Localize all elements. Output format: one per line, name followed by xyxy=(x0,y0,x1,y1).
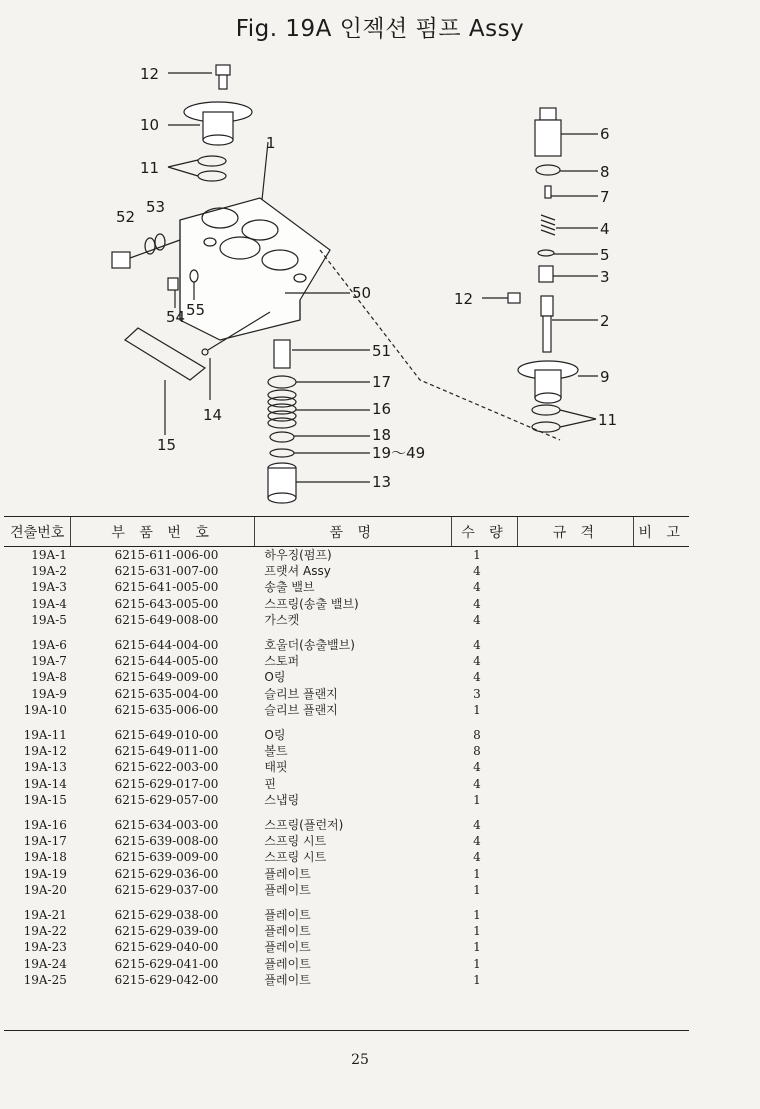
row-ref-no: 19A-25 xyxy=(23,972,67,987)
row-ref-no: 19A-12 xyxy=(23,744,67,759)
part-oring-8 xyxy=(536,165,560,175)
row-part-no: 6215-629-042-00 xyxy=(114,972,219,987)
table-row xyxy=(4,882,689,898)
row-qty: 1 xyxy=(473,940,481,955)
row-note xyxy=(634,882,689,898)
row-qty: 4 xyxy=(473,818,481,833)
part-seat-18 xyxy=(270,432,294,442)
row-part-name: 핀 xyxy=(264,776,276,791)
row-part-name: 플레이트 xyxy=(264,882,311,897)
row-spec xyxy=(518,547,634,564)
row-spec xyxy=(518,898,634,923)
table-row xyxy=(4,686,689,702)
part-plunger-2 xyxy=(541,296,598,352)
row-part-no: 6215-649-011-00 xyxy=(114,744,219,759)
callout-11: 11 xyxy=(140,159,160,177)
row-ref-no: 19A-11 xyxy=(23,728,67,743)
callout-3: 3 xyxy=(600,268,610,286)
row-note xyxy=(634,923,689,939)
row-qty: 1 xyxy=(473,924,481,939)
row-part-no: 6215-639-009-00 xyxy=(114,850,219,865)
row-part-name: 태핏 xyxy=(264,760,288,775)
callout-18: 18 xyxy=(372,426,392,444)
part-oring-11c xyxy=(532,405,560,415)
row-qty: 1 xyxy=(473,866,481,881)
callout-51: 51 xyxy=(372,342,392,360)
row-part-name: 플레이트 xyxy=(264,908,311,923)
table-row xyxy=(4,923,689,939)
row-qty: 4 xyxy=(473,638,481,653)
row-part-no: 6215-639-008-00 xyxy=(114,834,219,849)
row-spec xyxy=(518,718,634,743)
callout-19-49: 19～49 xyxy=(372,444,426,462)
row-part-name: 스프링(송출 밸브) xyxy=(264,596,359,611)
table-row xyxy=(4,866,689,882)
row-ref-no: 19A-6 xyxy=(31,638,67,653)
row-spec xyxy=(518,792,634,808)
row-note xyxy=(634,866,689,882)
row-part-no: 6215-629-038-00 xyxy=(114,908,219,923)
row-spec xyxy=(518,776,634,792)
row-spec xyxy=(518,972,634,988)
row-ref-no: 19A-7 xyxy=(31,654,67,669)
row-qty: 1 xyxy=(473,956,481,971)
row-part-no: 6215-629-040-00 xyxy=(114,940,219,955)
callout-12b: 12 xyxy=(454,290,474,308)
row-note xyxy=(634,563,689,579)
part-bolt-12 xyxy=(168,65,230,89)
row-spec xyxy=(518,596,634,612)
exploded-diagram xyxy=(0,50,760,510)
table-row xyxy=(4,776,689,792)
row-part-name: 슬리브 플랜지 xyxy=(264,702,338,717)
row-note xyxy=(634,628,689,653)
part-valve-3 xyxy=(539,266,553,282)
col-header-note: 비 고 xyxy=(634,517,689,547)
row-spec xyxy=(518,702,634,718)
row-ref-no: 19A-13 xyxy=(23,760,67,775)
page-title: Fig. 19A 인젝션 펌프 Assy xyxy=(235,16,525,42)
row-ref-no: 19A-15 xyxy=(23,792,67,807)
row-part-name: 플레이트 xyxy=(264,972,311,987)
row-spec xyxy=(518,923,634,939)
row-spec xyxy=(518,563,634,579)
row-note xyxy=(634,653,689,669)
callout-10: 10 xyxy=(140,116,160,134)
table-row xyxy=(4,939,689,955)
row-part-no: 6215-635-006-00 xyxy=(114,702,219,717)
row-qty: 1 xyxy=(473,908,481,923)
row-note xyxy=(634,612,689,628)
callout-6: 6 xyxy=(600,125,610,143)
row-note xyxy=(634,939,689,955)
table-body xyxy=(4,547,689,989)
part-plate-19 xyxy=(270,449,294,457)
row-note xyxy=(634,776,689,792)
part-flange-10 xyxy=(168,102,252,145)
row-note xyxy=(634,718,689,743)
row-ref-no: 19A-18 xyxy=(23,850,67,865)
callout-1: 1 xyxy=(266,134,276,152)
callout-4: 4 xyxy=(600,220,610,238)
row-part-name: 스프링(플런저) xyxy=(264,818,344,833)
callout-53: 53 xyxy=(146,198,166,216)
row-ref-no: 19A-19 xyxy=(23,866,67,881)
row-note xyxy=(634,686,689,702)
row-spec xyxy=(518,686,634,702)
table-row xyxy=(4,718,689,743)
row-spec xyxy=(518,653,634,669)
row-spec xyxy=(518,882,634,898)
row-spec xyxy=(518,759,634,775)
col-header-spec: 규 격 xyxy=(518,517,634,547)
row-spec xyxy=(518,808,634,833)
row-spec xyxy=(518,939,634,955)
part-oring-11b xyxy=(198,171,226,181)
callout-13: 13 xyxy=(372,473,392,491)
row-part-name: 호울더(송출밸브) xyxy=(264,638,355,653)
row-part-name: 프랫셔 Assy xyxy=(264,564,331,579)
part-bolt-12b xyxy=(508,293,520,303)
row-note xyxy=(634,596,689,612)
callout-2: 2 xyxy=(600,312,610,330)
table-row xyxy=(4,596,689,612)
part-oring-11d xyxy=(532,422,560,432)
row-spec xyxy=(518,579,634,595)
part-seat-17 xyxy=(268,376,296,388)
row-part-no: 6215-644-004-00 xyxy=(114,638,219,653)
row-spec xyxy=(518,849,634,865)
callout-17: 17 xyxy=(372,373,392,391)
row-part-name: 플레이트 xyxy=(264,866,311,881)
page-number: 25 xyxy=(351,1052,369,1068)
row-qty: 8 xyxy=(473,744,481,759)
part-plug-52 xyxy=(112,234,180,268)
table-row xyxy=(4,956,689,972)
row-part-name: 송출 밸브 xyxy=(264,580,315,595)
row-part-no: 6215-649-010-00 xyxy=(114,728,219,743)
callout-55: 55 xyxy=(186,301,206,319)
row-note xyxy=(634,972,689,988)
callout-12: 12 xyxy=(140,65,160,83)
table-row xyxy=(4,833,689,849)
row-part-no: 6215-622-003-00 xyxy=(114,760,219,775)
row-ref-no: 19A-4 xyxy=(31,596,67,611)
table-row xyxy=(4,628,689,653)
row-qty: 4 xyxy=(473,850,481,865)
callout-50: 50 xyxy=(352,284,372,302)
row-spec xyxy=(518,612,634,628)
row-note xyxy=(634,669,689,685)
row-note xyxy=(634,956,689,972)
row-part-no: 6215-629-037-00 xyxy=(114,882,219,897)
row-ref-no: 19A-14 xyxy=(23,776,67,791)
row-spec xyxy=(518,669,634,685)
row-spec xyxy=(518,956,634,972)
row-qty: 1 xyxy=(473,702,481,717)
part-spring-4 xyxy=(541,215,555,235)
row-part-name: 스냅링 xyxy=(264,792,300,807)
row-qty: 1 xyxy=(473,792,481,807)
callout-52: 52 xyxy=(116,208,136,226)
row-part-name: O링 xyxy=(264,728,286,743)
row-part-name: 하우징(펌프) xyxy=(264,548,332,562)
row-qty: 4 xyxy=(473,654,481,669)
row-part-no: 6215-649-008-00 xyxy=(114,612,219,627)
table-row xyxy=(4,898,689,923)
row-note xyxy=(634,759,689,775)
row-part-no: 6215-644-005-00 xyxy=(114,654,219,669)
row-ref-no: 19A-3 xyxy=(31,580,67,595)
row-qty: 4 xyxy=(473,776,481,791)
row-part-name: 플레이트 xyxy=(264,956,311,971)
row-ref-no: 19A-21 xyxy=(23,908,67,923)
row-ref-no: 19A-2 xyxy=(31,564,67,579)
part-pin-14 xyxy=(202,349,208,355)
row-note xyxy=(634,579,689,595)
row-ref-no: 19A-23 xyxy=(23,940,67,955)
col-header-qty: 수 량 xyxy=(451,517,518,547)
row-part-name: 플레이트 xyxy=(264,924,311,939)
row-part-name: 플레이트 xyxy=(264,940,311,955)
table-row xyxy=(4,653,689,669)
table-row xyxy=(4,759,689,775)
row-part-no: 6215-634-003-00 xyxy=(114,818,219,833)
callout-7: 7 xyxy=(600,188,610,206)
row-ref-no: 19A-24 xyxy=(23,956,67,971)
row-part-no: 6215-629-017-00 xyxy=(114,776,219,791)
table-row xyxy=(4,669,689,685)
col-header-ref: 견출번호 xyxy=(4,517,71,547)
table-row xyxy=(4,792,689,808)
callout-16: 16 xyxy=(372,400,392,418)
row-note xyxy=(634,702,689,718)
row-qty: 4 xyxy=(473,596,481,611)
row-part-name: O링 xyxy=(264,670,286,685)
row-part-no: 6215-631-007-00 xyxy=(114,564,219,579)
row-qty: 4 xyxy=(473,670,481,685)
row-ref-no: 19A-5 xyxy=(31,612,67,627)
callout-14: 14 xyxy=(203,406,223,424)
part-stopper-7 xyxy=(545,186,551,198)
row-part-name: 가스켓 xyxy=(264,612,300,627)
table-row xyxy=(4,563,689,579)
callout-15: 15 xyxy=(157,436,177,454)
part-54 xyxy=(168,278,178,290)
row-part-no: 6215-635-004-00 xyxy=(114,686,219,701)
table-row xyxy=(4,702,689,718)
col-header-name: 품 명 xyxy=(254,517,451,547)
row-spec xyxy=(518,628,634,653)
row-part-name: 스프링 시트 xyxy=(264,834,327,849)
table-header xyxy=(4,517,689,547)
row-part-no: 6215-643-005-00 xyxy=(114,596,219,611)
callout-11b: 11 xyxy=(598,411,618,429)
row-part-no: 6215-629-039-00 xyxy=(114,924,219,939)
row-part-no: 6215-611-006-00 xyxy=(114,548,219,562)
part-51 xyxy=(274,340,290,368)
row-part-no: 6215-629-041-00 xyxy=(114,956,219,971)
row-note xyxy=(634,849,689,865)
table-row xyxy=(4,972,689,988)
row-qty: 1 xyxy=(473,972,481,987)
table-row xyxy=(4,579,689,595)
row-part-no: 6215-641-005-00 xyxy=(114,580,219,595)
row-qty: 4 xyxy=(473,760,481,775)
row-spec xyxy=(518,866,634,882)
table-row xyxy=(4,743,689,759)
row-qty: 1 xyxy=(473,548,481,562)
part-snapring-15 xyxy=(125,328,205,380)
table-row xyxy=(4,849,689,865)
parts-table xyxy=(4,516,689,988)
table-row xyxy=(4,547,689,564)
callout-9: 9 xyxy=(600,368,610,386)
callout-5: 5 xyxy=(600,246,610,264)
table-row xyxy=(4,612,689,628)
callout-54: 54 xyxy=(166,308,186,326)
row-part-name: 스토퍼 xyxy=(264,654,300,669)
row-ref-no: 19A-10 xyxy=(23,702,67,717)
row-qty: 8 xyxy=(473,728,481,743)
row-note xyxy=(634,898,689,923)
row-qty: 4 xyxy=(473,564,481,579)
callout-8: 8 xyxy=(600,163,610,181)
row-spec xyxy=(518,833,634,849)
row-part-name: 스프링 시트 xyxy=(264,850,327,865)
row-note xyxy=(634,547,689,564)
row-qty: 4 xyxy=(473,612,481,627)
row-note xyxy=(634,833,689,849)
row-note xyxy=(634,808,689,833)
row-part-name: 슬리브 플랜지 xyxy=(264,686,338,701)
row-ref-no: 19A-20 xyxy=(23,882,67,897)
col-header-part-no: 부 품 번 호 xyxy=(71,517,255,547)
row-qty: 1 xyxy=(473,882,481,897)
row-qty: 4 xyxy=(473,580,481,595)
row-part-no: 6215-629-036-00 xyxy=(114,866,219,881)
part-oring-11a xyxy=(198,156,226,166)
part-gasket-5 xyxy=(538,250,554,256)
row-ref-no: 19A-22 xyxy=(23,924,67,939)
row-ref-no: 19A-1 xyxy=(31,548,67,562)
table-row xyxy=(4,808,689,833)
row-note xyxy=(634,792,689,808)
part-holder-6 xyxy=(535,108,598,156)
row-note xyxy=(634,743,689,759)
row-part-no: 6215-629-057-00 xyxy=(114,792,219,807)
part-tappet-13 xyxy=(268,463,296,503)
row-part-no: 6215-649-009-00 xyxy=(114,670,219,685)
row-qty: 4 xyxy=(473,834,481,849)
row-ref-no: 19A-8 xyxy=(31,670,67,685)
row-ref-no: 19A-9 xyxy=(31,686,67,701)
row-part-name: 볼트 xyxy=(264,744,288,759)
row-qty: 3 xyxy=(473,686,481,701)
table-bottom-rule xyxy=(4,1030,689,1031)
part-flange-9 xyxy=(518,361,598,403)
row-ref-no: 19A-17 xyxy=(23,834,67,849)
row-ref-no: 19A-16 xyxy=(23,818,67,833)
row-spec xyxy=(518,743,634,759)
part-spring-16 xyxy=(268,390,296,428)
